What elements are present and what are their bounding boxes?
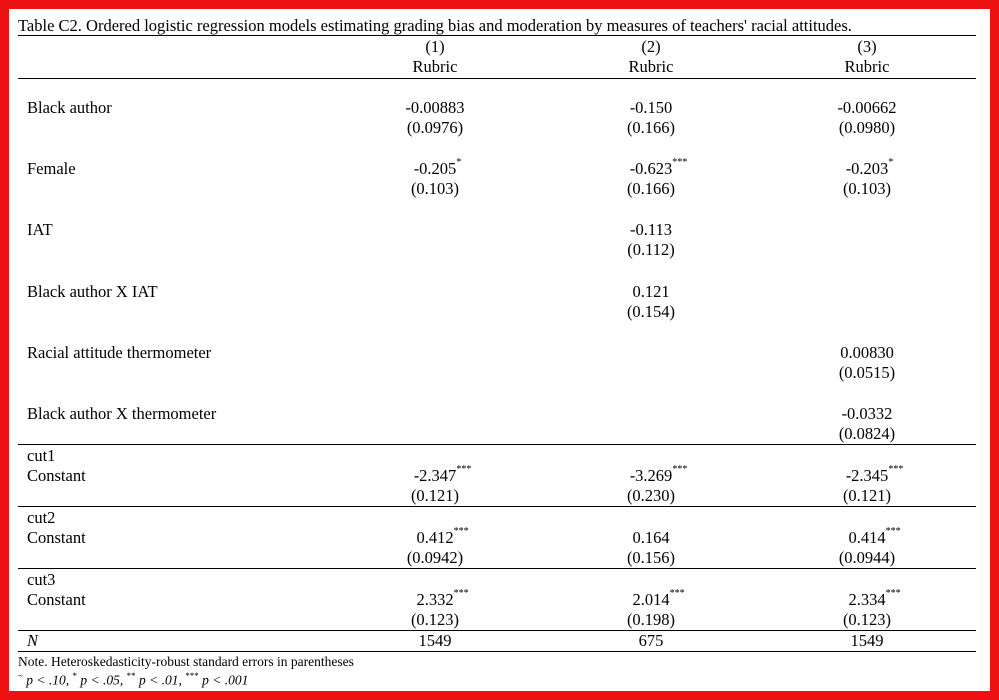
table-title: Table C2. Ordered logistic regression models estimating grading bias and moderation by measures of teachers' racial attitudes. xyxy=(18,16,852,35)
n-value: 1549 xyxy=(418,631,452,650)
coef: 0.412 *** xyxy=(416,526,469,547)
top-rule xyxy=(18,35,976,36)
coef: -0.0332 xyxy=(841,404,893,423)
cut-rule xyxy=(18,506,976,507)
group-label-cut3: cut3 xyxy=(27,570,56,589)
row-label-black-author-x-iat: Black author X IAT xyxy=(27,282,158,301)
coef: -0.205 * xyxy=(413,157,462,178)
cut-rule xyxy=(18,568,976,569)
group-label-cut1: cut1 xyxy=(27,446,56,465)
std-error: (0.0824) xyxy=(838,424,896,443)
row-label-black-author: Black author xyxy=(27,98,112,117)
col3-name: Rubric xyxy=(844,57,890,76)
std-error: (0.198) xyxy=(626,610,676,629)
group-label-cut2: cut2 xyxy=(27,508,56,527)
std-error: (0.0976) xyxy=(406,118,464,137)
std-error: (0.121) xyxy=(410,486,460,505)
col2-number: (2) xyxy=(641,37,661,56)
coef: -3.269 *** xyxy=(629,464,688,485)
coef: 0.164 xyxy=(632,528,670,547)
coef: -0.00662 xyxy=(837,98,897,117)
std-error: (0.121) xyxy=(842,486,892,505)
row-label-n: N xyxy=(27,631,39,650)
coef: -0.00883 xyxy=(405,98,465,117)
std-error: (0.103) xyxy=(842,179,892,198)
row-label-female: Female xyxy=(27,159,76,178)
bottom-rule xyxy=(18,651,976,652)
significance-legend: ~ p < .10, * p < .05, ** p < .01, *** p < .001 xyxy=(18,671,249,688)
std-error: (0.230) xyxy=(626,486,676,505)
coef: 0.121 xyxy=(632,282,670,301)
row-label-thermometer: Racial attitude thermometer xyxy=(27,343,212,362)
row-label-iat: IAT xyxy=(27,220,53,239)
coef: -2.345 *** xyxy=(845,464,904,485)
section-rule xyxy=(18,444,976,445)
std-error: (0.0515) xyxy=(838,363,896,382)
n-value: 675 xyxy=(638,631,664,650)
std-error: (0.112) xyxy=(627,240,675,259)
std-error: (0.0944) xyxy=(838,548,896,567)
coef: 2.332 *** xyxy=(416,588,469,609)
std-error: (0.166) xyxy=(626,179,676,198)
n-value: 1549 xyxy=(850,631,884,650)
note-line: Note. Heteroskedasticity-robust standard errors in parentheses xyxy=(18,654,354,669)
col3-number: (3) xyxy=(857,37,877,56)
std-error: (0.123) xyxy=(410,610,460,629)
header-rule xyxy=(18,78,976,79)
col1-number: (1) xyxy=(425,37,445,56)
col2-name: Rubric xyxy=(628,57,674,76)
std-error: (0.0980) xyxy=(838,118,896,137)
std-error: (0.0942) xyxy=(406,548,464,567)
coef: 0.00830 xyxy=(840,343,894,362)
std-error: (0.156) xyxy=(626,548,676,567)
std-error: (0.154) xyxy=(626,302,676,321)
coef: 0.414 *** xyxy=(848,526,901,547)
row-label-constant: Constant xyxy=(27,590,86,609)
coef: -2.347 *** xyxy=(413,464,472,485)
row-label-constant: Constant xyxy=(27,528,86,547)
row-label-constant: Constant xyxy=(27,466,86,485)
std-error: (0.103) xyxy=(410,179,460,198)
std-error: (0.123) xyxy=(842,610,892,629)
coef: -0.623 *** xyxy=(629,157,688,178)
coef: -0.150 xyxy=(629,98,673,117)
coef: 2.014 *** xyxy=(632,588,685,609)
row-label-black-author-x-thermometer: Black author X thermometer xyxy=(27,404,217,423)
coef: -0.113 xyxy=(629,220,672,239)
coef: 2.334 *** xyxy=(848,588,901,609)
col1-name: Rubric xyxy=(412,57,458,76)
std-error: (0.166) xyxy=(626,118,676,137)
coef: -0.203 * xyxy=(845,157,894,178)
